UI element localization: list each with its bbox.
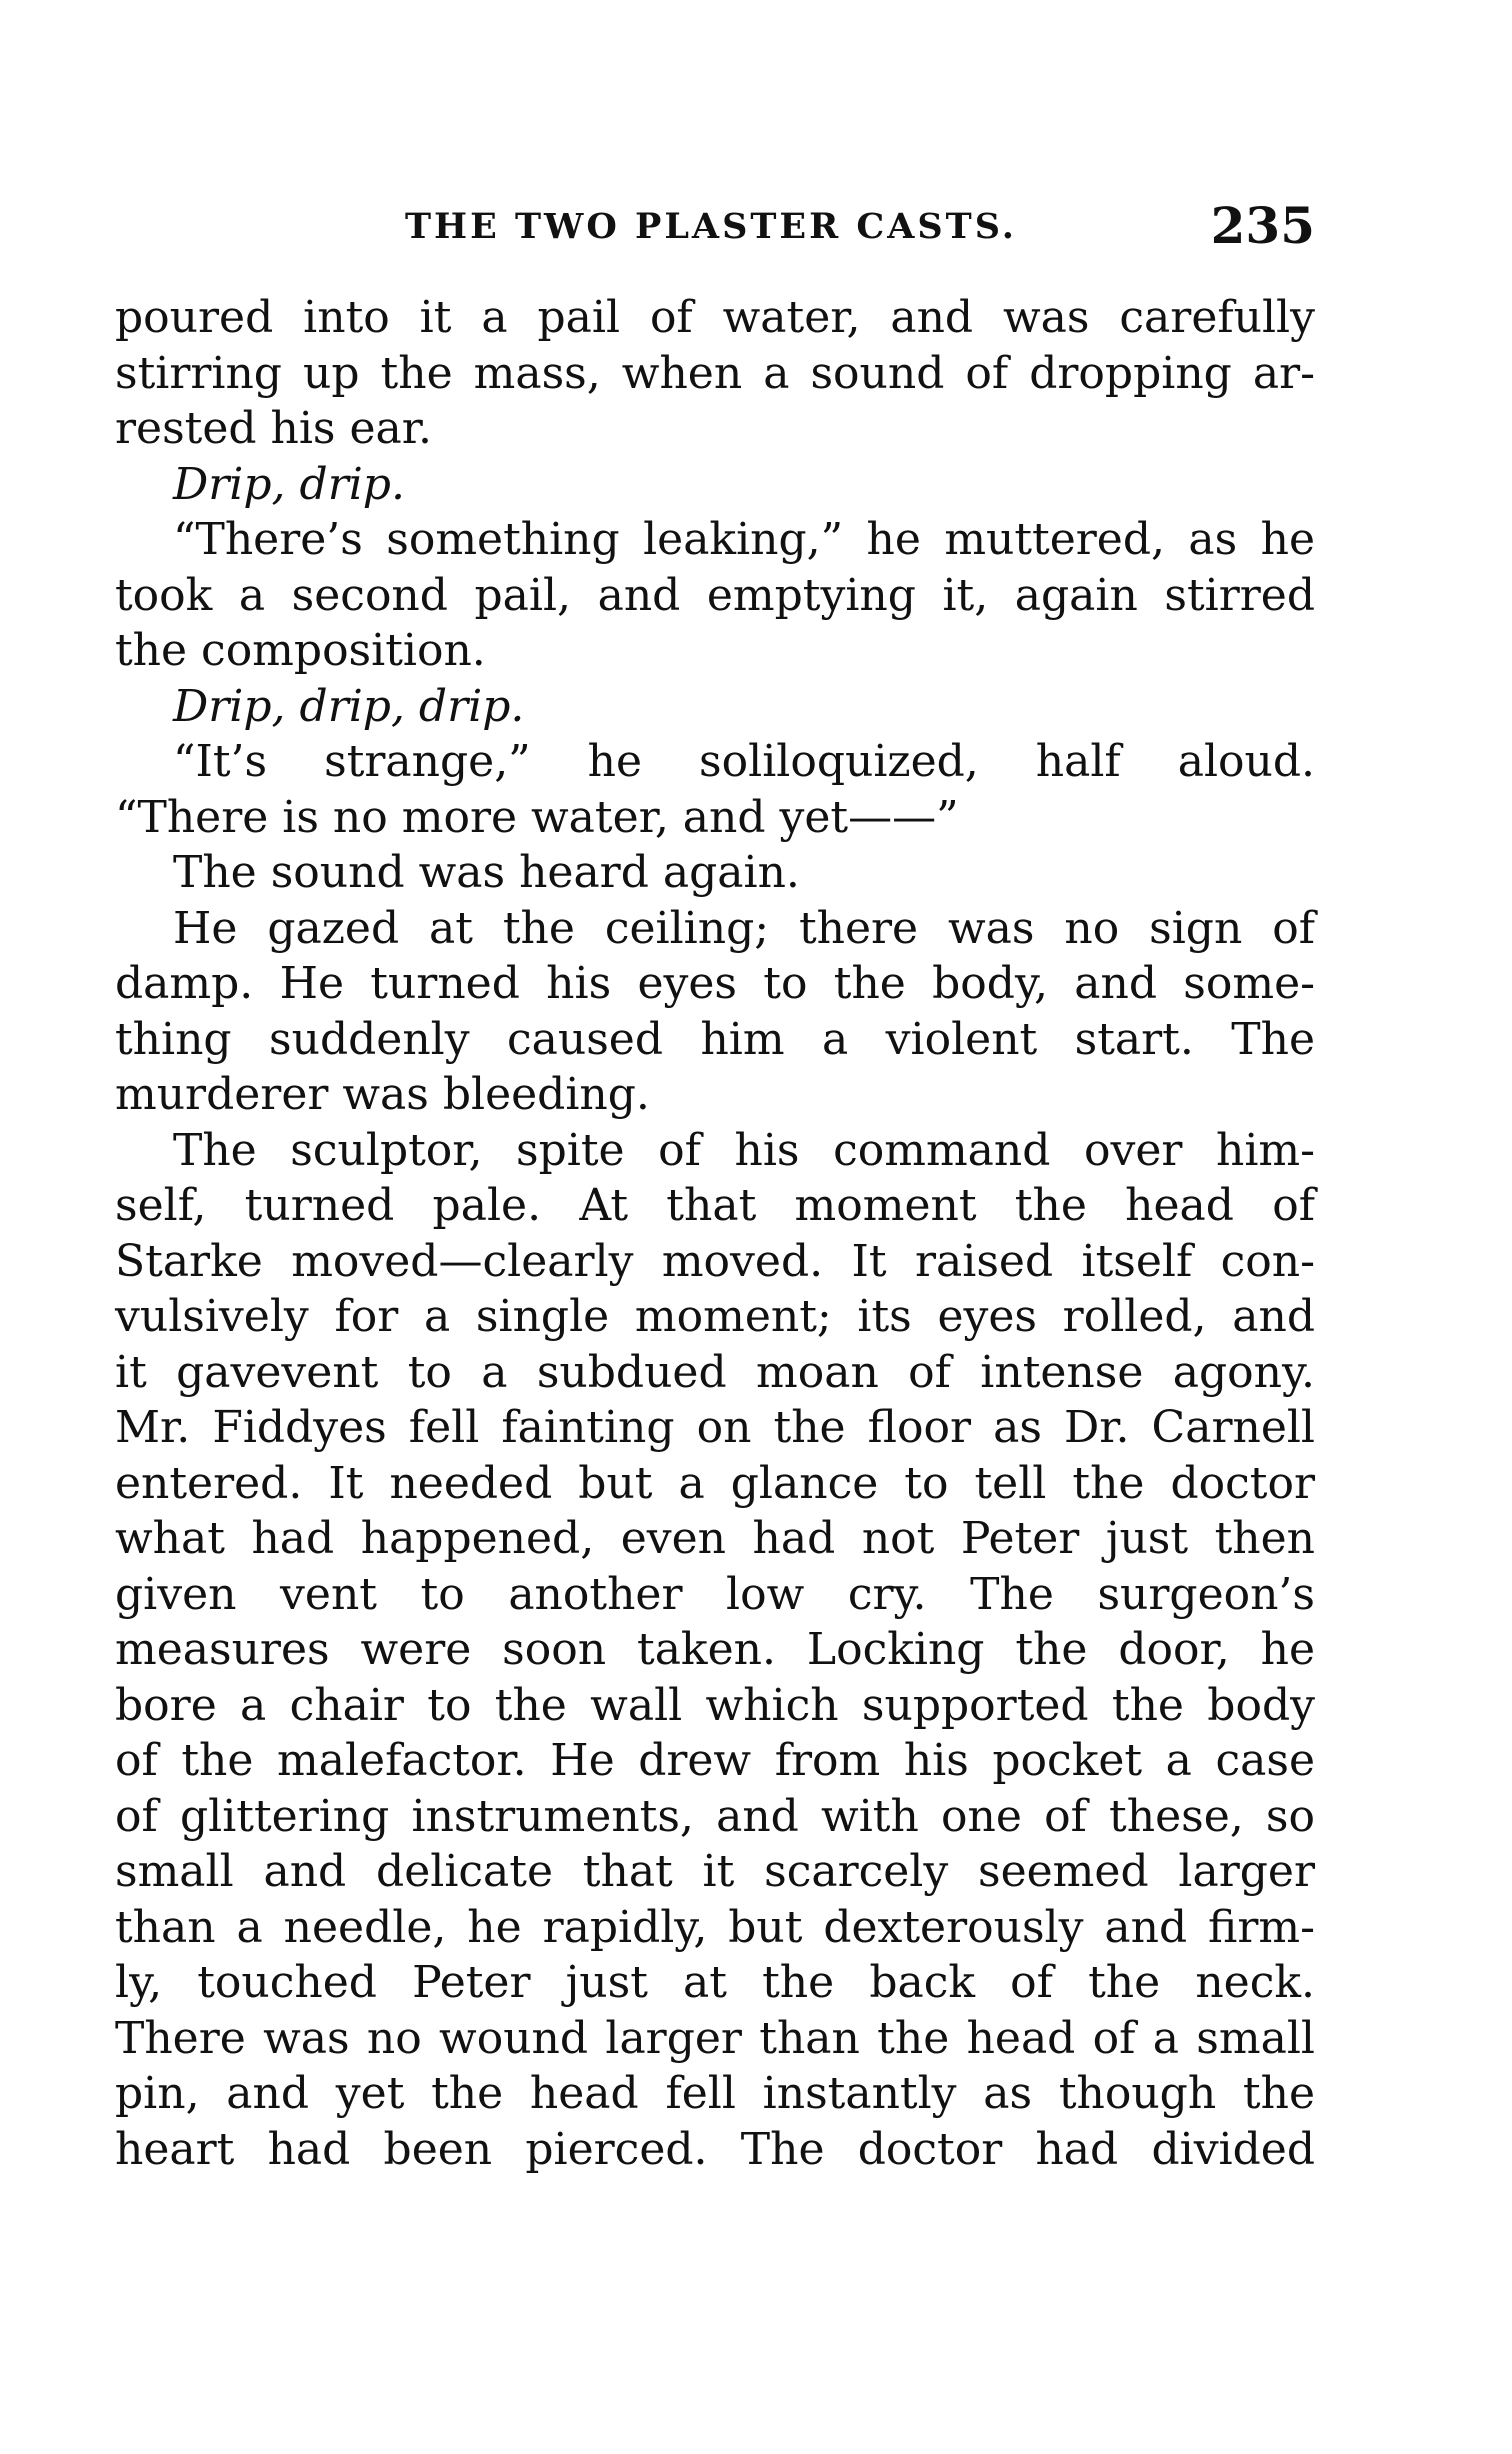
text-line: ly, touched Peter just at the back of the neck. (115, 1957, 1315, 2008)
text-line: measures were soon taken. Locking the door, he (115, 1624, 1315, 1675)
text-line: of the malefactor. He drew from his pocket a case (115, 1735, 1315, 1786)
text-line: heart had been pierced. The doctor had divided (115, 2123, 1315, 2175)
text-line: The sculptor, spite of his command over him- (173, 1124, 1315, 1176)
text-line: rested his ear. (115, 403, 432, 454)
text-line: murderer was bleeding. (115, 1069, 650, 1120)
text-line: it gavevent to a subdued moan of intense agony. (115, 1346, 1315, 1398)
running-head (115, 196, 1315, 266)
text-line: damp. He turned his eyes to the body, and some- (115, 958, 1315, 1009)
italic-line: Drip, drip, drip. (173, 680, 525, 732)
text-line: took a second pail, and emptying it, again stirred (115, 569, 1315, 621)
page-number: 235 (1210, 196, 1315, 255)
text-line: bore a chair to the wall which supported the body (115, 1679, 1315, 1731)
text-line: the composition. (115, 625, 486, 676)
text-line: There was no wound larger than the head of a small (115, 2012, 1315, 2064)
text-line: thing suddenly caused him a violent start. The (115, 1013, 1315, 1065)
text-line: The sound was heard again. (173, 847, 800, 898)
text-line: self, turned pale. At that moment the head of (115, 1180, 1315, 1231)
text-line: stirring up the mass, when a sound of dropping ar- (115, 347, 1315, 399)
text-line: “It’s strange,” he soliloquized, half aloud. (173, 736, 1315, 787)
text-line: He gazed at the ceiling; there was no sign of (173, 902, 1315, 954)
text-line: “There is no more water, and yet——” (115, 791, 959, 843)
text-line: of glittering instruments, and with one of these, so (115, 1790, 1315, 1842)
text-line: than a needle, he rapidly, but dexterously and firm- (115, 1901, 1315, 1953)
text-line: small and delicate that it scarcely seemed larger (115, 1846, 1315, 1897)
text-line: vulsively for a single moment; its eyes rolled, and (115, 1291, 1315, 1342)
text-line: entered. It needed but a glance to tell the doctor (115, 1457, 1315, 1509)
italic-line: Drip, drip. (173, 458, 405, 510)
text-line: poured into it a pail of water, and was carefully (115, 292, 1315, 343)
text-line: Mr. Fiddyes fell fainting on the floor as Dr. Carnell (115, 1402, 1315, 1453)
text-line: what had happened, even had not Peter just then (115, 1513, 1315, 1564)
body-text (115, 290, 1315, 2177)
text-line: “There’s something leaking,” he muttered, as he (173, 514, 1315, 565)
text-line: pin, and yet the head fell instantly as though the (115, 2068, 1315, 2119)
text-line: Starke moved—clearly moved. It raised itself con- (115, 1235, 1315, 1287)
text-line: given vent to another low cry. The surgeon’s (115, 1568, 1315, 1620)
running-title: THE TWO PLASTER CASTS. (405, 206, 1017, 247)
